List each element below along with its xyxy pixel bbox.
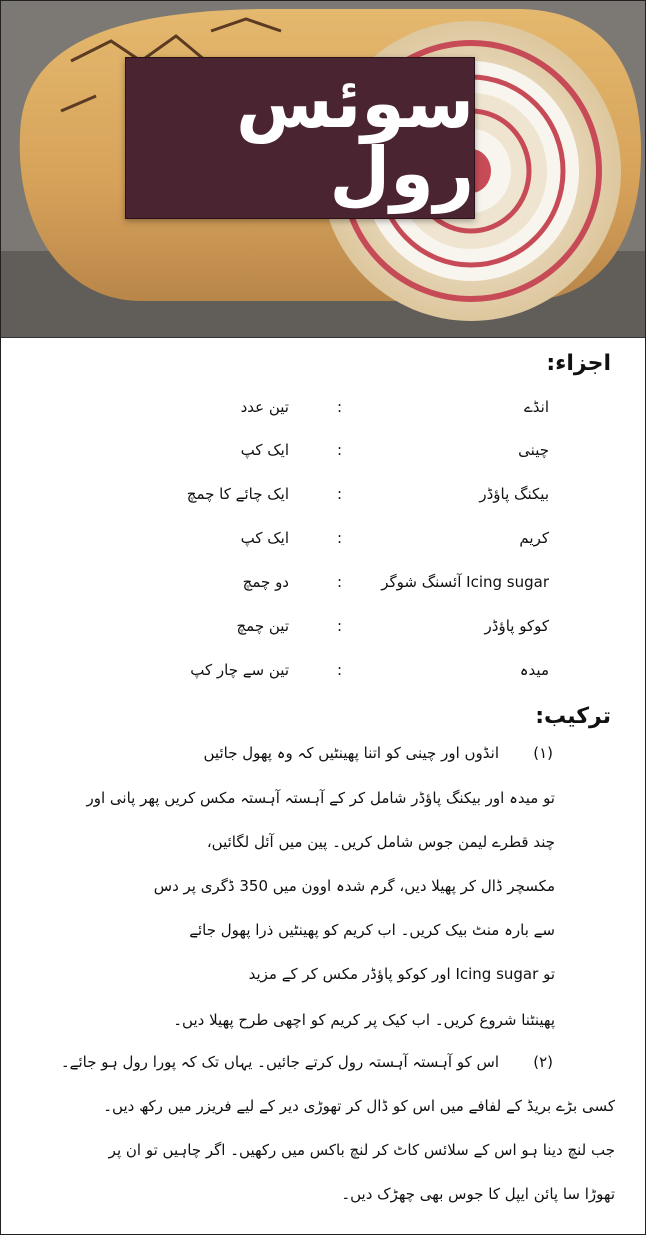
ingredient-name: کوکو پاؤڈر — [484, 617, 549, 635]
step-line: پھینٹنا شروع کریں۔ اب کیک پر کریم کو اچھی طرح پھیلا دیں۔ — [173, 1011, 555, 1029]
ingredient-quantity: دو چمچ — [242, 573, 289, 591]
ingredient-separator: : — [337, 529, 343, 547]
ingredient-separator: : — [337, 398, 343, 416]
step-number: (۱) — [533, 744, 553, 762]
ingredient-quantity: ایک چائے کا چمچ — [186, 485, 289, 503]
step-line: جب لنچ دینا ہو اس کے سلائس کاٹ کر لنچ باکس میں رکھیں۔ اگر چاہیں تو ان پر — [108, 1141, 615, 1159]
ingredient-quantity: ایک کپ — [240, 529, 289, 547]
ingredient-name: Icing sugar آئسنگ شوگر — [381, 573, 549, 591]
step-line: اس کو آہستہ آہستہ رول کرتے جائیں۔ یہاں تک کہ پورا رول ہو جائے۔ — [60, 1053, 499, 1071]
step-line: تو میدہ اور بیکنگ پاؤڈر شامل کر کے آہستہ آہستہ مکس کریں پھر پانی اور — [86, 789, 555, 807]
swiss-roll-photo — [1, 1, 645, 338]
ingredient-name: انڈے — [523, 398, 549, 416]
ingredient-separator: : — [337, 441, 343, 459]
ingredients-heading: اجزاء: — [546, 351, 611, 376]
step-line: تھوڑا سا پائن ایپل کا جوس بھی چھڑک دیں۔ — [341, 1185, 615, 1203]
ingredient-quantity: ایک کپ — [240, 441, 289, 459]
ingredient-row — [1, 573, 645, 603]
ingredient-separator: : — [337, 485, 343, 503]
ingredient-row — [1, 441, 645, 471]
ingredient-quantity: تین سے چار کپ — [190, 661, 289, 679]
ingredient-row — [1, 529, 645, 559]
step-line: سے بارہ منٹ بیک کریں۔ اب کریم کو پھینٹیں ذرا پھول جائے — [189, 921, 555, 939]
step-line: چند قطرے لیمن جوس شامل کریں۔ پین میں آئل لگائیں، — [206, 833, 555, 851]
ingredient-name: میدہ — [519, 661, 549, 679]
title-banner — [125, 57, 475, 219]
step-number: (۲) — [533, 1053, 553, 1071]
ingredient-name: چینی — [518, 441, 549, 459]
ingredient-name: بیکنگ پاؤڈر — [479, 485, 549, 503]
step-line: انڈوں اور چینی کو اتنا پھینٹیں کہ وہ پھول جائیں — [203, 744, 499, 762]
method-heading: ترکیب: — [535, 704, 611, 729]
ingredient-row — [1, 617, 645, 647]
ingredient-quantity: تین چمچ — [236, 617, 289, 635]
step-line: مکسچر ڈال کر پھیلا دیں، گرم شدہ اوون میں 350 ڈگری پر دس — [153, 877, 555, 895]
ingredient-separator: : — [337, 573, 343, 591]
step-line: کسی بڑے بریڈ کے لفافے میں اس کو ڈال کر تھوڑی دیر کے لیے فریزر میں رکھ دیں۔ — [103, 1097, 615, 1115]
step-line: تو Icing sugar اور کوکو پاؤڈر مکس کر کے مزید — [248, 965, 555, 983]
ingredient-quantity: تین عدد — [240, 398, 289, 416]
ingredient-row — [1, 485, 645, 515]
recipe-title: سوئس رول — [236, 62, 474, 214]
ingredient-separator: : — [337, 617, 343, 635]
ingredient-row — [1, 661, 645, 691]
ingredient-name: کریم — [519, 529, 549, 547]
ingredient-separator: : — [337, 661, 343, 679]
ingredient-row — [1, 398, 645, 428]
